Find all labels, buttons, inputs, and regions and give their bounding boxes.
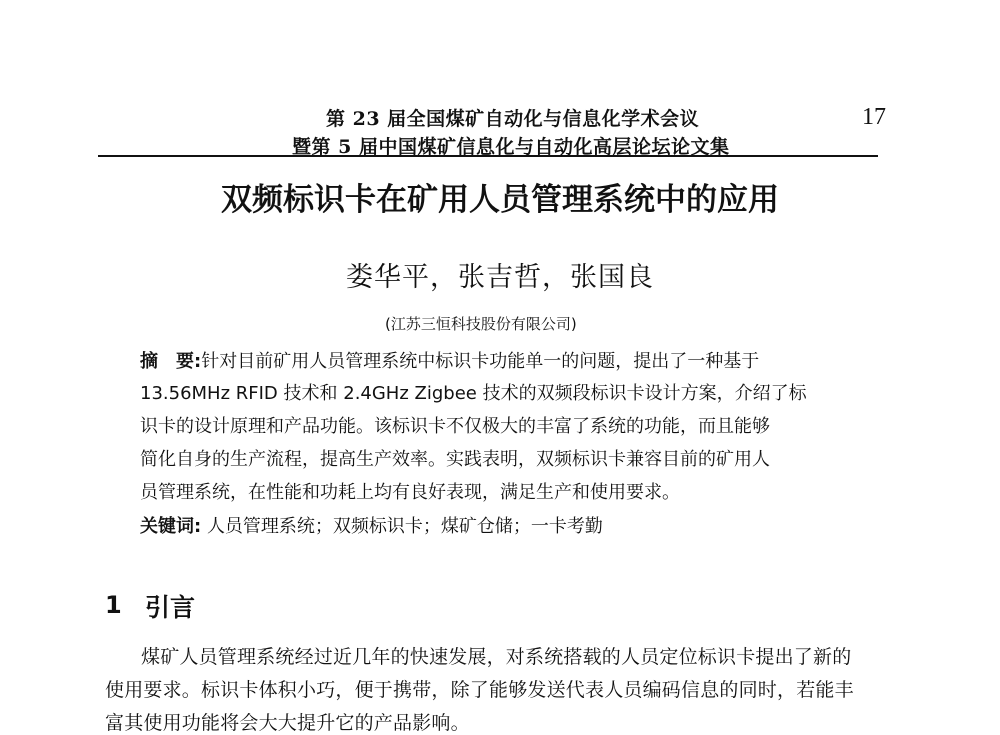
- page-number: 17: [862, 104, 886, 130]
- abstract-line: 员管理系统，在性能和功耗上均有良好表现，满足生产和使用要求。: [140, 482, 680, 503]
- abstract-label: 摘 要:: [140, 351, 202, 372]
- author-list: 娄华平，张吉哲，张国良: [346, 262, 654, 293]
- keywords-text: 人员管理系统；双频标识卡；煤矿仓储；一卡考勤: [206, 516, 603, 537]
- abstract-line: 13.56MHz RFID 技术和 2.4GHz Zigbee 技术的双频段标识卡设计方案，介绍了标: [140, 383, 807, 404]
- abstract-line: 简化自身的生产流程，提高生产效率。实践表明，双频标识卡兼容目前的矿用人: [140, 449, 770, 470]
- abstract-line: [140, 347, 759, 373]
- header-rule: [98, 155, 878, 157]
- affiliation: (江苏三恒科技股份有限公司): [385, 315, 577, 333]
- section-number: 1: [105, 591, 122, 619]
- body-text-line: 富其使用功能将会大大提升它的产品影响。: [105, 712, 470, 734]
- keywords-label: 关键词:: [140, 516, 202, 537]
- running-header-line-2: 暨第 5 届中国煤矿信息化与自动化高层论坛论文集: [292, 136, 730, 158]
- abstract-line: 识卡的设计原理和产品功能。该标识卡不仅极大的丰富了系统的功能，而且能够: [140, 416, 770, 437]
- keywords-line: [140, 512, 603, 538]
- running-header-line-1: 第 23 届全国煤矿自动化与信息化学术会议: [326, 108, 700, 130]
- body-text-line: 煤矿人员管理系统经过近几年的快速发展，对系统搭载的人员定位标识卡提出了新的: [141, 646, 852, 668]
- section-title: 引言: [145, 593, 196, 622]
- abstract-text: 针对目前矿用人员管理系统中标识卡功能单一的问题，提出了一种基于: [201, 351, 760, 372]
- paper-title: 双频标识卡在矿用人员管理系统中的应用: [221, 182, 779, 218]
- body-text-line: 使用要求。标识卡体积小巧，便于携带，除了能够发送代表人员编码信息的同时，若能丰: [105, 679, 854, 701]
